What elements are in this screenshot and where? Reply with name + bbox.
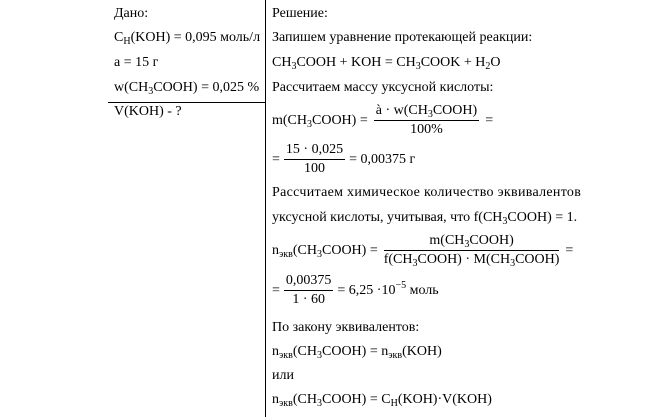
solution-step-factor: уксусной кислоты, учитывая, что $f(CH_3COOH) = 1$. <box>272 210 578 227</box>
mass-calc-fraction: $\frac{15 \cdot 0,025}{100}$ <box>285 142 344 176</box>
solution-step-equivalents: Рассчитаем химическое количество эквивалентов <box>272 185 582 200</box>
equivalents-law: $n_{экв}(CH_3COOH) = n_{экв}(KOH)$ <box>272 344 442 361</box>
solution-step-reaction: Запишем уравнение протекающей реакции: <box>272 30 533 45</box>
given-mass-fraction: $w(CH_3COOH) = 0,025$ % <box>114 80 260 97</box>
reaction-equation: $CH_3COOH$ + KOH = $CH_3COOK + H_2O$ <box>272 55 501 72</box>
column-divider <box>265 0 266 417</box>
given-header: Дано: <box>114 6 149 21</box>
solution-step-mass: Рассчитаем массу уксусной кислоты: <box>272 80 494 95</box>
mass-calculation: = $\frac{15 \cdot 0,025}{100}$ = 0,00375 г <box>272 142 416 176</box>
equivalents-law-expanded: $n_{экв}(CH_3COOH) = C_H(KOH)\cdot V(KOH)$ <box>272 392 492 409</box>
or-text: или <box>272 368 294 383</box>
equivalents-calculation: = $\frac{0,00375}{1 \cdot 60}$ = $6,25 \cdot 10^{-5}$ моль <box>272 273 439 307</box>
equivalents-calc-fraction: $\frac{0,00375}{1 \cdot 60}$ <box>285 273 332 307</box>
equivalents-formula: $n_{экв}(CH_3COOH)$ = $\frac{m(CH_3COOH)}{f(CH_3COOH) \cdot M(CH_3COOH)}$ = <box>272 233 574 269</box>
given-concentration: $C_H(KOH) = 0,095$ моль/л <box>114 30 261 47</box>
mass-formula: $m(CH_3COOH)$ = $\frac{à \cdot w(CH_3COOH)}{100\%}$ = <box>272 103 494 137</box>
solution-header: Решение: <box>272 6 328 21</box>
solution-step-law: По закону эквивалентов: <box>272 320 420 335</box>
given-mass: a = 15 г <box>114 55 159 70</box>
equivalents-fraction: $\frac{m(CH_3COOH)}{f(CH_3COOH) \cdot M(CH_3COOH)}$ <box>383 233 560 269</box>
given-find: V(KOH) - ? <box>114 104 182 119</box>
given-divider <box>108 102 265 103</box>
mass-fraction: $\frac{à \cdot w(CH_3COOH)}{100\%}$ <box>375 103 478 137</box>
